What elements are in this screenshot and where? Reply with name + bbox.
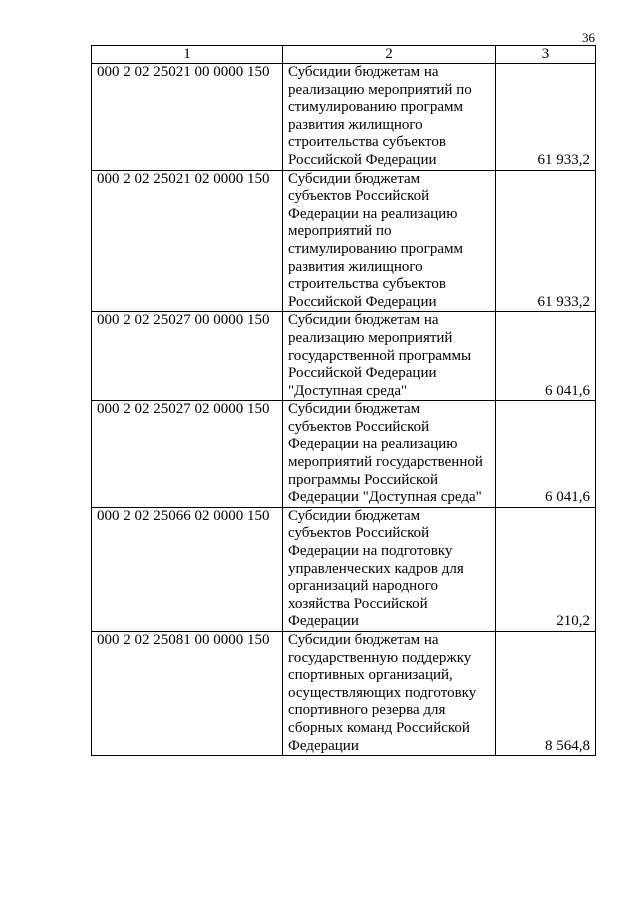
revenue-name-line: стимулированию программ <box>288 240 463 257</box>
revenue-name <box>283 170 496 312</box>
amount: 6 041,6 <box>496 312 596 401</box>
revenue-name-line: спортивного резерва для <box>288 702 446 719</box>
revenue-name-line: строительства субъектов <box>288 134 446 151</box>
revenue-name-line: Федерации <box>288 737 359 754</box>
header-col-3: 3 <box>496 46 596 64</box>
revenue-name-line: Субсидии бюджетам <box>288 507 421 524</box>
header-col-1: 1 <box>92 46 283 64</box>
revenue-name-line: Российской Федерации <box>288 293 437 310</box>
revenue-name-line: реализацию мероприятий <box>288 329 453 346</box>
table-row <box>92 64 596 171</box>
revenue-name-line: Федерации на реализацию <box>288 436 458 453</box>
revenue-name-line: мероприятий государственной <box>288 454 483 471</box>
revenue-name-line: мероприятий по <box>288 223 392 240</box>
revenue-name-line: субъектов Российской <box>288 188 430 205</box>
table-row <box>92 401 596 508</box>
amount: 6 041,6 <box>496 401 596 508</box>
revenue-name-line: Субсидии бюджетам на <box>288 312 439 329</box>
revenue-name-line: Субсидии бюджетам <box>288 401 421 418</box>
revenue-name <box>283 632 496 756</box>
budget-code: 000 2 02 25027 00 0000 150 <box>92 312 283 401</box>
revenue-name-line: Федерации <box>288 613 359 630</box>
revenue-name-line: организаций народного <box>288 578 438 595</box>
revenue-name <box>283 64 496 171</box>
revenue-name <box>283 507 496 631</box>
header-row <box>92 46 596 64</box>
table-row <box>92 507 596 631</box>
revenue-name-line: хозяйства Российской <box>288 595 428 612</box>
budget-code: 000 2 02 25027 02 0000 150 <box>92 401 283 508</box>
table-row <box>92 632 596 756</box>
revenue-name-line: развития жилищного <box>288 116 423 133</box>
amount: 210,2 <box>496 507 596 631</box>
budget-code: 000 2 02 25021 00 0000 150 <box>92 64 283 171</box>
revenue-name-line: Российской Федерации <box>288 151 437 168</box>
budget-code: 000 2 02 25066 02 0000 150 <box>92 507 283 631</box>
revenue-name-line: сборных команд Российской <box>288 719 470 736</box>
revenue-name-line: спортивных организаций, <box>288 667 453 684</box>
revenue-name-line: развития жилищного <box>288 258 423 275</box>
amount: 61 933,2 <box>496 64 596 171</box>
revenue-name <box>283 401 496 508</box>
revenue-name-line: строительства субъектов <box>288 276 446 293</box>
budget-table <box>91 45 596 756</box>
revenue-name-line: субъектов Российской <box>288 525 430 542</box>
revenue-name-line: Федерации на подготовку <box>288 543 453 560</box>
revenue-name-line: Субсидии бюджетам на <box>288 632 439 648</box>
page-number: 36 <box>582 30 595 45</box>
revenue-name-line: Федерации "Доступная среда" <box>288 489 482 506</box>
revenue-name-line: управленческих кадров для <box>288 560 464 577</box>
table-row <box>92 312 596 401</box>
revenue-name-line: государственной программы <box>288 347 472 364</box>
table-row <box>92 170 596 312</box>
revenue-name-line: "Доступная среда" <box>288 382 408 399</box>
revenue-name-line: стимулированию программ <box>288 99 463 116</box>
budget-code: 000 2 02 25021 02 0000 150 <box>92 170 283 312</box>
revenue-name-line: Федерации на реализацию <box>288 205 458 222</box>
table-body <box>92 64 596 756</box>
table-header <box>92 46 596 64</box>
revenue-name-line: осуществляющих подготовку <box>288 684 477 701</box>
revenue-name-line: субъектов Российской <box>288 418 430 435</box>
revenue-name-line: Субсидии бюджетам на <box>288 64 439 80</box>
amount: 61 933,2 <box>496 170 596 312</box>
revenue-name-line: Российской Федерации <box>288 365 437 382</box>
revenue-name-line: государственную поддержку <box>288 649 472 666</box>
revenue-name-line: реализацию мероприятий по <box>288 81 472 98</box>
header-col-2: 2 <box>283 46 496 64</box>
amount: 8 564,8 <box>496 632 596 756</box>
revenue-name-line: Субсидии бюджетам <box>288 170 421 187</box>
revenue-name <box>283 312 496 401</box>
revenue-name-line: программы Российской <box>288 471 439 488</box>
budget-code: 000 2 02 25081 00 0000 150 <box>92 632 283 756</box>
